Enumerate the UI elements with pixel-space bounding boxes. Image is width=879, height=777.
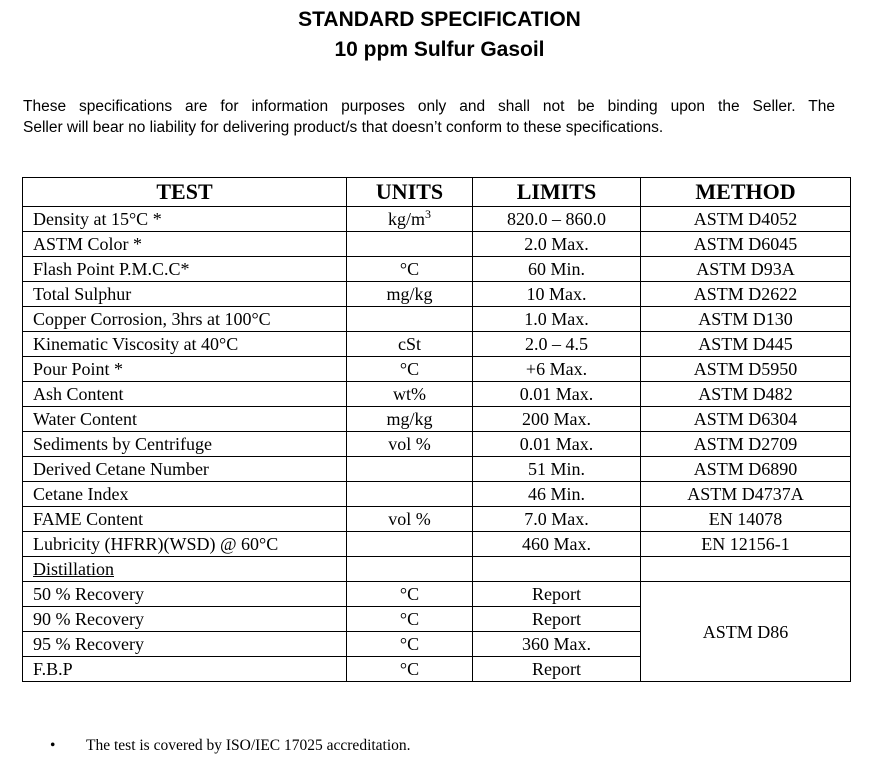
test-limit: 820.0 – 860.0 [473, 207, 641, 232]
bullet-icon: • [50, 737, 56, 754]
test-name: 95 % Recovery [23, 632, 347, 657]
table-row [23, 332, 851, 357]
test-limit: 460 Max. [473, 532, 641, 557]
distillation-label: Distillation [23, 557, 347, 582]
document-title: STANDARD SPECIFICATION [298, 8, 581, 31]
test-method: ASTM D2709 [641, 432, 851, 457]
test-name: Cetane Index [23, 482, 347, 507]
test-method: ASTM D6890 [641, 457, 851, 482]
table-row [23, 457, 851, 482]
test-name: Kinematic Viscosity at 40°C [23, 332, 347, 357]
test-method: ASTM D93A [641, 257, 851, 282]
unit-superscript: 3 [425, 207, 431, 221]
unit-text: kg/m [387, 209, 425, 229]
test-limit: 2.0 Max. [473, 232, 641, 257]
test-limit: 0.01 Max. [473, 432, 641, 457]
test-name: 50 % Recovery [23, 582, 347, 607]
header-units: UNITS [347, 178, 473, 207]
test-method: ASTM D2622 [641, 282, 851, 307]
disclaimer-line-1: These specifications are for information purposes only and shall not be binding upon the Seller. The [23, 98, 835, 115]
test-name: Lubricity (HFRR)(WSD) @ 60°C [23, 532, 347, 557]
test-limit: 46 Min. [473, 482, 641, 507]
test-method: ASTM D4737A [641, 482, 851, 507]
table-row [23, 207, 851, 232]
table-row [23, 307, 851, 332]
test-limit: 360 Max. [473, 632, 641, 657]
empty-cell [347, 557, 473, 582]
test-method: EN 12156-1 [641, 532, 851, 557]
test-unit: mg/kg [347, 282, 473, 307]
test-method: ASTM D482 [641, 382, 851, 407]
header-method: METHOD [641, 178, 851, 207]
table-row [23, 382, 851, 407]
test-unit: vol % [347, 432, 473, 457]
table-header-row [23, 178, 851, 207]
table-row [23, 257, 851, 282]
table-row [23, 507, 851, 532]
empty-cell [641, 557, 851, 582]
distillation-header-row [23, 557, 851, 582]
test-name: Water Content [23, 407, 347, 432]
test-method: EN 14078 [641, 507, 851, 532]
empty-cell [473, 557, 641, 582]
table-row [23, 282, 851, 307]
test-unit: cSt [347, 332, 473, 357]
test-unit: vol % [347, 507, 473, 532]
test-limit: 10 Max. [473, 282, 641, 307]
test-name: Ash Content [23, 382, 347, 407]
table-row [23, 482, 851, 507]
test-unit: mg/kg [347, 407, 473, 432]
test-name: FAME Content [23, 507, 347, 532]
test-unit [347, 532, 473, 557]
specification-table [22, 177, 851, 682]
test-name: F.B.P [23, 657, 347, 682]
test-name: Density at 15°C * [23, 207, 347, 232]
test-method: ASTM D6304 [641, 407, 851, 432]
test-method: ASTM D5950 [641, 357, 851, 382]
test-unit [347, 232, 473, 257]
table-row [23, 357, 851, 382]
header-test: TEST [23, 178, 347, 207]
test-method: ASTM D6045 [641, 232, 851, 257]
test-method: ASTM D445 [641, 332, 851, 357]
distillation-method: ASTM D86 [641, 582, 851, 682]
test-limit: 2.0 – 4.5 [473, 332, 641, 357]
test-unit [347, 482, 473, 507]
test-unit: °C [347, 632, 473, 657]
test-limit: Report [473, 607, 641, 632]
test-name: Sediments by Centrifuge [23, 432, 347, 457]
test-unit: °C [347, 607, 473, 632]
header-limits: LIMITS [473, 178, 641, 207]
test-name: Derived Cetane Number [23, 457, 347, 482]
footnote-text: The test is covered by ISO/IEC 17025 accreditation. [86, 737, 411, 754]
test-name: 90 % Recovery [23, 607, 347, 632]
test-limit: Report [473, 657, 641, 682]
test-unit [347, 307, 473, 332]
test-limit: 60 Min. [473, 257, 641, 282]
test-unit: °C [347, 357, 473, 382]
test-limit: +6 Max. [473, 357, 641, 382]
test-unit: °C [347, 582, 473, 607]
table-row [23, 432, 851, 457]
test-limit: 200 Max. [473, 407, 641, 432]
table-row [23, 232, 851, 257]
test-method: ASTM D4052 [641, 207, 851, 232]
test-name: Pour Point * [23, 357, 347, 382]
test-limit: 7.0 Max. [473, 507, 641, 532]
test-limit: 51 Min. [473, 457, 641, 482]
table-row [23, 407, 851, 432]
test-unit [347, 207, 473, 232]
document-subtitle: 10 ppm Sulfur Gasoil [334, 38, 545, 61]
test-name: Total Sulphur [23, 282, 347, 307]
test-limit: Report [473, 582, 641, 607]
test-unit [347, 457, 473, 482]
footnote [50, 737, 411, 755]
disclaimer-line-2: Seller will bear no liability for delivering product/s that doesn’t conform to these specifications. [23, 119, 664, 136]
test-name: Flash Point P.M.C.C* [23, 257, 347, 282]
test-unit: wt% [347, 382, 473, 407]
test-name: ASTM Color * [23, 232, 347, 257]
test-method: ASTM D130 [641, 307, 851, 332]
test-unit: °C [347, 657, 473, 682]
test-unit: °C [347, 257, 473, 282]
table-row [23, 582, 851, 607]
test-limit: 0.01 Max. [473, 382, 641, 407]
test-name: Copper Corrosion, 3hrs at 100°C [23, 307, 347, 332]
table-row [23, 532, 851, 557]
test-limit: 1.0 Max. [473, 307, 641, 332]
